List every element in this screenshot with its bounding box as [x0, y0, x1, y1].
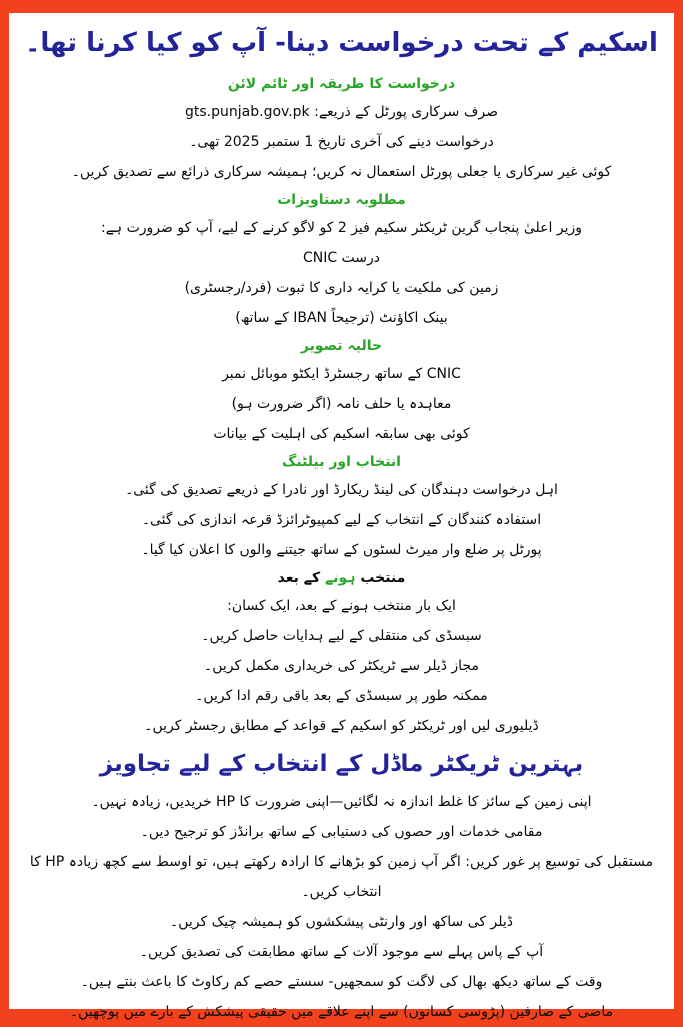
tip-item-ask-past-users: ماضی کے صارفین (پڑوسی کسانوں) سے اپنے علاقے میں حقیقی پیشکش کے بارے میں پوچھیں۔: [69, 1004, 614, 1021]
heading-after-selection-pre: منتخب: [360, 570, 406, 587]
after-selection-item-remaining-payment: ممکنہ طور پر سبسڈی کے بعد باقی رقم ادا کریں۔: [195, 688, 488, 705]
selection-item-verification: اہل درخواست دہندگان کی لینڈ ریکارڈ اور نادرا کے ذریعے تصدیق کی گئی۔: [125, 482, 558, 499]
after-selection-intro-line: ایک بار منتخب ہونے کے بعد، ایک کسان:: [227, 598, 456, 615]
tip-item-future-expansion: مستقبل کی توسیع پر غور کریں: اگر آپ زمین کو بڑھانے کا ارادہ رکھتے ہیں، تو اوسط سے کچھ زیادہ HP کا انتخاب کریں۔: [29, 854, 654, 901]
application-warning-line: کوئی غیر سرکاری یا جعلی پورٹل استعمال نہ کریں؛ ہمیشہ سرکاری ذرائع سے تصدیق کریں۔: [71, 164, 612, 181]
page-title: اسکیم کے تحت درخواست دینا- آپ کو کیا کرنا تھا۔: [25, 28, 658, 58]
photo-item-affidavit: معاہدہ یا حلف نامہ (اگر ضرورت ہو): [231, 396, 452, 413]
tip-item-land-size-hp: اپنی زمین کے سائز کا غلط اندازہ نہ لگائیں—اپنی ضرورت کا HP خریدیں، زیادہ نہیں۔: [91, 794, 592, 811]
after-selection-item-subsidy-instructions: سبسڈی کی منتقلی کے لیے ہدایات حاصل کریں۔: [201, 628, 482, 645]
document-item-cnic: درست CNIC: [302, 250, 381, 267]
photo-item-mobile-number: CNIC کے ساتھ رجسٹرڈ ایکٹو موبائل نمبر: [222, 366, 461, 383]
heading-after-selection: [17, 565, 666, 591]
page: [9, 13, 674, 1021]
heading-after-selection-post: کے بعد: [277, 570, 321, 587]
heading-after-selection-green: ہونے: [325, 570, 356, 587]
heading-application-method: درخواست کا طریقہ اور ٹائم لائن: [227, 76, 456, 93]
document-item-bank-account: بینک اکاؤنٹ (ترجیحاً IBAN کے ساتھ): [235, 310, 448, 327]
photo-item-eligibility-statements: کوئی بھی سابقہ اسکیم کی اہلیت کے بیانات: [213, 426, 470, 443]
heading-recent-photo: حالیہ تصویر: [300, 338, 383, 355]
heading-selection-balloting: انتخاب اور بیلٹنگ: [282, 454, 401, 471]
tip-item-equipment-compatibility: آپ کے پاس پہلے سے موجود آلات کے ساتھ مطابقت کی تصدیق کریں۔: [139, 944, 544, 961]
after-selection-item-delivery-registration: ڈیلیوری لیں اور ٹریکٹر کو اسکیم کے قواعد کے مطابق رجسٹر کریں۔: [144, 718, 539, 735]
selection-item-ballot: استفادہ کنندگان کے انتخاب کے لیے کمپیوٹرائزڈ قرعہ اندازی کی گئی۔: [141, 512, 542, 529]
after-selection-item-purchase: مجاز ڈیلر سے ٹریکٹر کی خریداری مکمل کریں۔: [204, 658, 479, 675]
application-portal-line: صرف سرکاری پورٹل کے ذریعے: gts.punjab.gov.pk: [185, 104, 498, 121]
heading-tractor-model-tips: بہترین ٹریکٹر ماڈل کے انتخاب کے لیے تجاویز: [99, 751, 584, 778]
tip-item-dealer-warranty: ڈیلر کی ساکھ اور وارنٹی پیشکشوں کو ہمیشہ چیک کریں۔: [169, 914, 513, 931]
tip-item-local-service-brands: مقامی خدمات اور حصوں کی دستیابی کے ساتھ برانڈز کو ترجیح دیں۔: [140, 824, 543, 841]
application-deadline-line: درخواست دینے کی آخری تاریخ 1 ستمبر 2025 تھی۔: [189, 134, 494, 151]
document-item-land-proof: زمین کی ملکیت یا کرایہ داری کا ثبوت (فرد/رجسٹری): [184, 280, 499, 297]
documents-intro-line: وزیر اعلیٰ پنجاب گرین ٹریکٹر سکیم فیز 2 کو لاگو کرنے کے لیے، آپ کو ضرورت ہے:: [101, 220, 582, 237]
selection-item-announcement: پورٹل پر ضلع وار میرٹ لسٹوں کے ساتھ جیتنے والوں کا اعلان کیا گیا۔: [141, 542, 542, 559]
tip-item-maintenance-cost: وقت کے ساتھ دیکھ بھال کی لاگت کو سمجھیں- سستے حصے کم رکاوٹ کا باعث بنتے ہیں۔: [80, 974, 603, 991]
heading-required-documents: مطلوبہ دستاویزات: [277, 192, 406, 209]
